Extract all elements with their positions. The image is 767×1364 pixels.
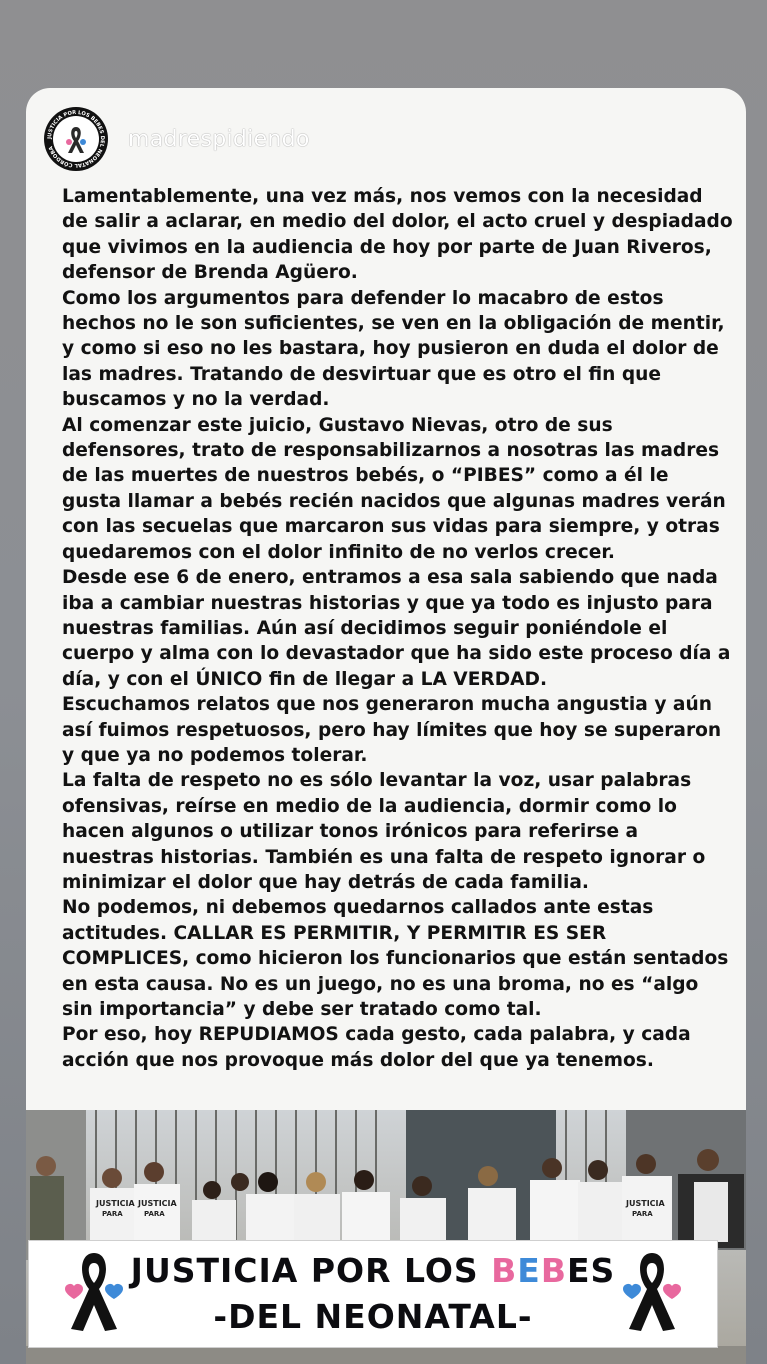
protest-photo [26, 1110, 746, 1364]
avatar-ring-text-icon [44, 107, 108, 171]
banner-text: ES [567, 1251, 616, 1290]
shirt-text: JUSTICIA [138, 1199, 177, 1208]
paragraph: Escuchamos relatos que nos generaron mucha angustia y aún así fuimos respetuosos, pero hay límites que hoy se superaron y que ya no podemos tolerar. [62, 694, 722, 766]
shirt-text: PARA [632, 1210, 653, 1218]
protest-banner [28, 1240, 718, 1348]
story-text [62, 184, 734, 1073]
paragraph: Lamentablemente, una vez más, nos vemos con la necesidad de salir a aclarar, en medio del dolor, el acto cruel y despiadado que vivimos en la audiencia de hoy por parte de Juan Riveros, defensor de Brenda Agüero. [62, 186, 733, 284]
paragraph: Desde ese 6 de enero, entramos a esa sala sabiendo que nada iba a cambiar nuestras historias y que ya todo es injusto para nuestras familias. Aún así decidimos seguir poniéndole el cuerpo y alma con lo devastador que ha sido este proceso día a día, y con el ÚNICO fin de llegar a LA VERDAD. [62, 567, 731, 690]
banner-letter-blue: E [517, 1251, 541, 1290]
shirt-text: PARA [144, 1210, 165, 1218]
username[interactable]: madrespidiendo [128, 126, 310, 152]
paragraph: Como los argumentos para defender lo macabro de estos hechos no le son suficientes, se ven en la obligación de mentir, y como si eso no les bastara, hoy pusieron en duda el dolor de las madres. Tratando de desvirtuar que es otro el fin que buscamos y no la verdad. [62, 287, 725, 411]
banner-letter-pink: B [540, 1251, 567, 1290]
avatar[interactable] [44, 107, 108, 171]
banner-letter-pink: B [491, 1251, 518, 1290]
shirt-text: JUSTICIA [96, 1199, 135, 1208]
banner-title [29, 1251, 717, 1290]
paragraph: Por eso, hoy REPUDIAMOS cada gesto, cada palabra, y cada acción que nos provoque más dolor del que ya tenemos. [62, 1024, 691, 1071]
banner-text: JUSTICIA POR LOS [130, 1251, 492, 1290]
banner-subtitle: -DEL NEONATAL- [213, 1297, 533, 1336]
shirt-text: JUSTICIA [626, 1199, 665, 1208]
story-card [26, 88, 746, 1364]
story-header [44, 106, 310, 172]
paragraph: La falta de respeto no es sólo levantar la voz, usar palabras ofensivas, reírse en medio de la audiencia, dormir como lo hacen algunos o utilizar tonos irónicos para referirse a nuestras historias. También es una falta de respeto ignorar o minimizar el dolor que hay detrás de cada familia. [62, 770, 706, 893]
ribbon-icon [617, 1249, 687, 1339]
paragraph: No podemos, ni debemos quedarnos callados ante estas actitudes. CALLAR ES PERMITIR, Y PERMITIR ES SER COMPLICES, como hicieron los funcionarios que están sentados en esta causa. No es un juego, no es una broma, no es “algo sin importancia” y debe ser tratado como tal. [62, 897, 729, 1020]
svg-text:JUSTICIA POR LOS BEBES DEL NEO: JUSTICIA POR LOS BEBES DEL NEONATAL CÓRDOBA [46, 109, 106, 169]
paragraph: Al comenzar este juicio, Gustavo Nievas, otro de sus defensores, trato de responsabilizarnos a nosotras las madres de las muertes de nuestros bebés, o “PIBES” como a él le gusta llamar a bebés recién nacidos que algunas madres verán con las secuelas que marcaron sus vidas para siempre, y otras quedaremos con el dolor infinito de no verlos crecer. [62, 414, 726, 563]
shirt-text: PARA [102, 1210, 123, 1218]
